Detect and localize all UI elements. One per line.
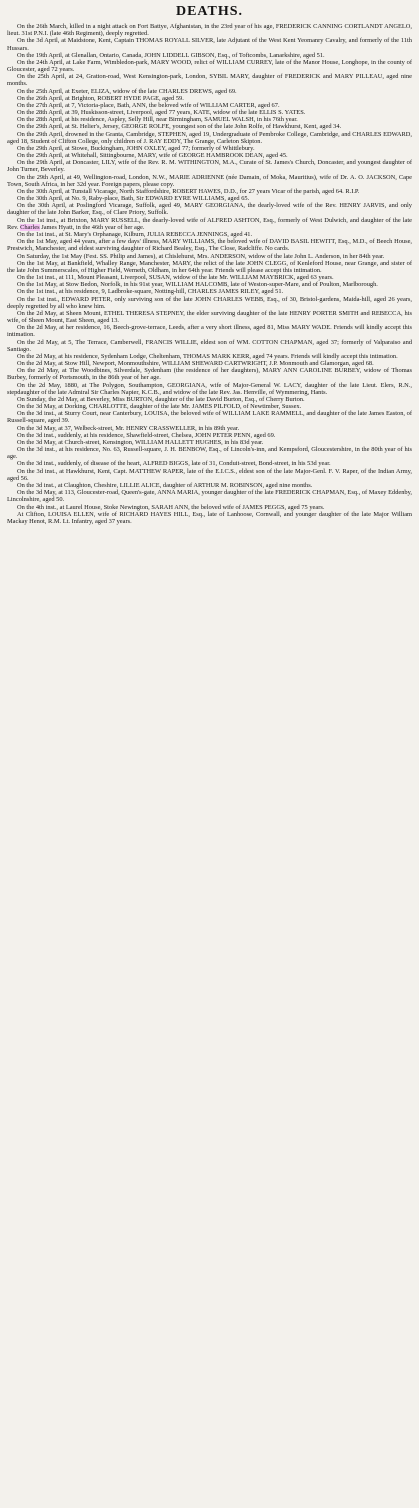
death-notice: On the 28th April, at his residence, Aspley, Selly Hill, near Birmingham, SAMUEL WALSH, in his 76th year. — [17, 116, 298, 124]
death-notice: On the 26th March, killed in a night attack on Fort Battye, Afghanistan, in the 23rd year of his age, FREDERICK CANNING CORTLANDT ANGELO, lieut. 31st P.N.I. (late 46th Regiment), deeply regretted. — [7, 23, 412, 38]
death-notice: On the 3d inst., at Claughton, Cheshire, LILLIE ALICE, daughter of ARTHUR M. ROBINSON, aged nine months. — [17, 482, 313, 489]
death-notice: On the 19th April, at Glenallan, Ontario, Canada, JOHN LIDDELL GIBSON, Esq., of Toftcombs, Lanarkshire, aged 51. — [17, 51, 325, 59]
death-notice: On the 3d April, at Maidstone, Kent, Captain THOMAS ROYALL SILVER, late Adjutant of the West Kent Yeomanry Cavalry, and formerly of the 11th Hussars. — [7, 37, 412, 52]
death-notice: On the 1st inst., at Brixton, MARY RUSSELL, the dearly-loved wife of ALFRED ASHTON, Esq., formerly of West Dulwich, and daughter of the late Rev. Charles James Hyatt, in the 46th year of her age. — [7, 216, 412, 231]
death-notice: On the 25th April, at Exeter, ELIZA, widow of the late CHARLES DREWS, aged 69. — [17, 87, 237, 95]
deaths-heading: DEATHS. — [175, 4, 244, 19]
death-notices-list — [7, 23, 412, 525]
death-notice: On the 28th April, at 39, Huskisson-street, Liverpool, aged 77 years, KATE, widow of the late ELLIS S. YATES. — [17, 109, 306, 117]
death-notice: On the 3d inst., at Sturry Court, near Canterbury, LOUISA, the beloved wife of WILLIAM LAKE RAMMELL, and daughter of the late James Easton, of Russell-square, aged 39. — [7, 410, 412, 425]
highlighted-word: Charles — [20, 223, 40, 231]
death-notice: On the 30th April, at Poslingford Vicarage, Suffolk, aged 49, MARY GEORGIANA, the dearly-loved wife of the Rev. HENRY JARVIS, and only daughter of the late John Barker, Esq., of Clare Priory, Suffolk. — [7, 202, 412, 217]
death-notice: On the 1st inst., at 111, Mount Pleasant, Liverpool, SUSAN, widow of the late Mr. WILLIAM MAYBRICK, aged 63 years. — [17, 274, 334, 282]
death-notice: On the 2d May, at his residence, Sydenham Lodge, Cheltenham, THOMAS MARK KERR, aged 74 years. Friends will kindly accept this intimation. — [17, 352, 398, 360]
death-notice: On the 29th April, at 49, Wellington-road, London, N.W., MARIE ADRIENNE (née Damain, of Moka, Mauritius), wife of Dr. A. O. JACKSON, Cape Town, South Africa, in her 32d year. Foreign papers, please copy. — [7, 173, 412, 188]
death-notice: On the 3d inst., at Hawkhurst, Kent, Capt. MATTHEW RAPER, late of the E.I.C.S., eldest son of the late Major-Genl. F. V. Raper, of the Indian Army, aged 56. — [7, 467, 412, 482]
death-notice: On the 2d May, 1880, at The Polygon, Southampton, GEORGIANA, wife of Major-General W. LACY, daughter of the late Lieut. Elers, R.N., stepdaughter of the late Admiral Sir Charles Napier, K.C.B., and widow of the late Rev. Jas. Henville, of Wymmering, Hants. — [7, 381, 412, 396]
death-notice: On the 29th April, at Stowe, Buckingham, JOHN OXLEY, aged 77; formerly of Whittlebury. — [17, 144, 255, 152]
death-notice: On the 2d May, at 5, The Terrace, Camberwell, FRANCIS WILLIE, eldest son of WM. COTTON CHAPMAN, aged 37; formerly of Valparaiso and Santiago. — [7, 338, 412, 353]
death-notice: On the 25th April, at 24, Gratton-road, West Kensington-park, London, SYBIL MARY, daughter of FREDERICK and MARY PILLEAU, aged nine months. — [7, 73, 412, 88]
death-notice: On Sunday, the 2d May, at Beverley, Miss BURTON, daughter of the late David Burton, Esq., of Cherry Burton. — [17, 395, 305, 403]
death-notice: At Clifton, LOUISA ELLEN, wife of RICHARD HAYES HILL, Esq., late of Lanhoose, Cornwall, and younger daughter of the late Major William Mackay Henot, R.M. Lt. Infantry, aged 37 years. — [7, 510, 412, 525]
death-notice: On the 29th April, at Doncaster, LILY, wife of the Rev. R. M. WITHINGTON, M.A., Curate of St. James's Church, Doncaster, and youngest daughter of John Turner, Beverley. — [7, 159, 412, 174]
death-notice: On the 30th April, at No. 9, Raby-place, Bath, Sir EDWARD EYRE WILLIAMS, aged 65. — [17, 195, 250, 203]
death-notice: On the 3d inst., suddenly, of disease of the heart, ALFRED BIGGS, late of 31, Conduit-street, Bond-street, in his 53d year. — [17, 460, 331, 468]
death-notice: On the 3d May, at 37, Welbeck-street, Mr. HENRY CRASSWELLER, in his 89th year. — [17, 424, 240, 432]
death-notice: On the 1st May, aged 44 years, after a few days' illness, MARY WILLIAMS, the beloved wife of DAVID BASIL HEWITT, Esq., M.D., of Beech House, Prestwich, Manchester, and eldest surviving daughter of Richard Bealey, Esq., The Close, Radcliffe. No cards. — [7, 238, 412, 253]
death-notice: On the 29th April, drowned in the Granta, Cambridge, STEPHEN, aged 19, Undergraduate of Pembroke College, Cambridge, and CHARLES EDWARD, aged 18, Student of Clifton College, only children of J. RAY EDDY, The Grange, Carleton Skipton. — [7, 130, 412, 145]
death-notice: On the 4th inst., at Laurel House, Stoke Newington, SARAH ANN, the beloved wife of JAMES PEGGS, aged 75 years. — [17, 503, 325, 511]
death-notice: On the 1st inst., at his residence, 9, Ladbroke-square, Notting-hill, CHARLES JAMES RILEY, aged 51. — [17, 288, 284, 296]
death-notice: On the 2d May, at Sheen Mount, ETHEL THERESA STEPNEY, the elder surviving daughter of the late HENRY PORTER SMITH and REBECCA, his wife, of Sheen Mount, East Sheen, aged 13. — [7, 309, 412, 325]
death-notice: On the 2d May, at Stow Hill, Newport, Monmouthshire, WILLIAM SHEWARD CARTWRIGHT, J.P. Monmouth and Glamorgan, aged 68. — [17, 360, 374, 368]
death-notice: On the 3d inst., suddenly, at his residence, Shawfield-street, Chelsea, JOHN PETER PENN, aged 69. — [17, 431, 276, 439]
death-notice: On the 1st inst., at St. Mary's Orphanage, Kilburn, JULIA REBECCA JENNINGS, aged 41. — [17, 230, 253, 238]
death-notice: On the 3d May, at Dorking, CHARLOTTE, daughter of the late Mr. JAMES PILFOLD, of Newtimber, Sussex. — [17, 403, 302, 411]
death-notice: On the 27th April, at 7, Victoria-place, Bath, ANN, the beloved wife of WILLIAM CARTER, aged 67. — [17, 101, 280, 109]
death-notice: On the 1st inst., EDWARD PETER, only surviving son of the late JOHN CHARLES WEBB, Esq., of 30, Bristol-gardens, Maida-hill, aged 26 years, deeply regretted by all who knew him. — [7, 295, 412, 310]
death-notice: On the 26th April, at Brighton, ROBERT HYDE PAGE, aged 59. — [17, 94, 184, 102]
death-notice: On the 24th April, at Lake Farm, Wimbledon-park, MARY WOOD, relict of WILLIAM CURREY, late of the Manor House, Longhope, in the county of Gloucester, aged 72 years. — [7, 58, 412, 74]
death-notice: On the 1st May, at Bankfield, Whalley Range, Manchester, MARY, the relict of the late JOHN CLEGG, of Kenleford House, near Grange, and sister of the late John Summerscales, of Higher Field, Werneth, Oldham, in her 64th year. Friends will please accept this intimation. — [7, 259, 412, 274]
death-notice: On the 3d inst., at his residence, No. 63, Russell-square, J. H. BENBOW, Esq., of Lincoln's-inn, and Kempsford, Gloucestershire, in the 80th year of his age. — [7, 446, 412, 461]
death-notice: On the 29th April, at Whitehall, Sittingbourne, MARY, wife of GEORGE HAMBROOK DEAN, aged 45. — [17, 152, 288, 160]
death-notice: On the 3d May, at Church-street, Kensington, WILLIAM HALLETT HUGHES, in his 83d year. — [17, 438, 264, 446]
death-notice: On the 29th April, at St. Helier's, Jersey, GEORGE ROLFE, youngest son of the late John Rolfe, of Hawkhurst, Kent, aged 34. — [17, 123, 342, 131]
death-notice: On the 1st May, at Stow Bedon, Norfolk, in his 91st year, WILLIAM HALCOMB, late of Weston-super-Mare, and of Poulton, Marlborough. — [17, 281, 378, 289]
death-notice: On Saturday, the 1st May (Fest. SS. Philip and James), at Chislehurst, Mrs. ANDERSON, widow of the late John L. Anderson, in her 84th year. — [17, 252, 385, 260]
death-notice: On the 2d May, at her residence, 16, Beech-grove-terrace, Leeds, after a very short illness, aged 81, Miss MARY WADE. Friends will kindly accept this intimation. — [7, 324, 412, 339]
death-notice: On the 3d May, at 113, Gloucester-road, Queen's-gate, ANNA MARIA, younger daughter of the late FREDERICK CHAPMAN, Esq., of Maxey Eddenby, Lincolnshire, aged 50. — [7, 489, 412, 504]
death-notice: On the 30th April, at Tunstall Vicarage, North Staffordshire, ROBERT HAWES, D.D., for 27 years Vicar of the parish, aged 64. R.I.P. — [17, 187, 360, 195]
death-notice: On the 2d May, at The Woodbines, Silverdale, Sydenham (the residence of her daughters), MARY ANN CAROLINE BURBEY, widow of Thomas Burbey, formerly of Portsmouth, in the 86th year of her age. — [7, 367, 412, 382]
